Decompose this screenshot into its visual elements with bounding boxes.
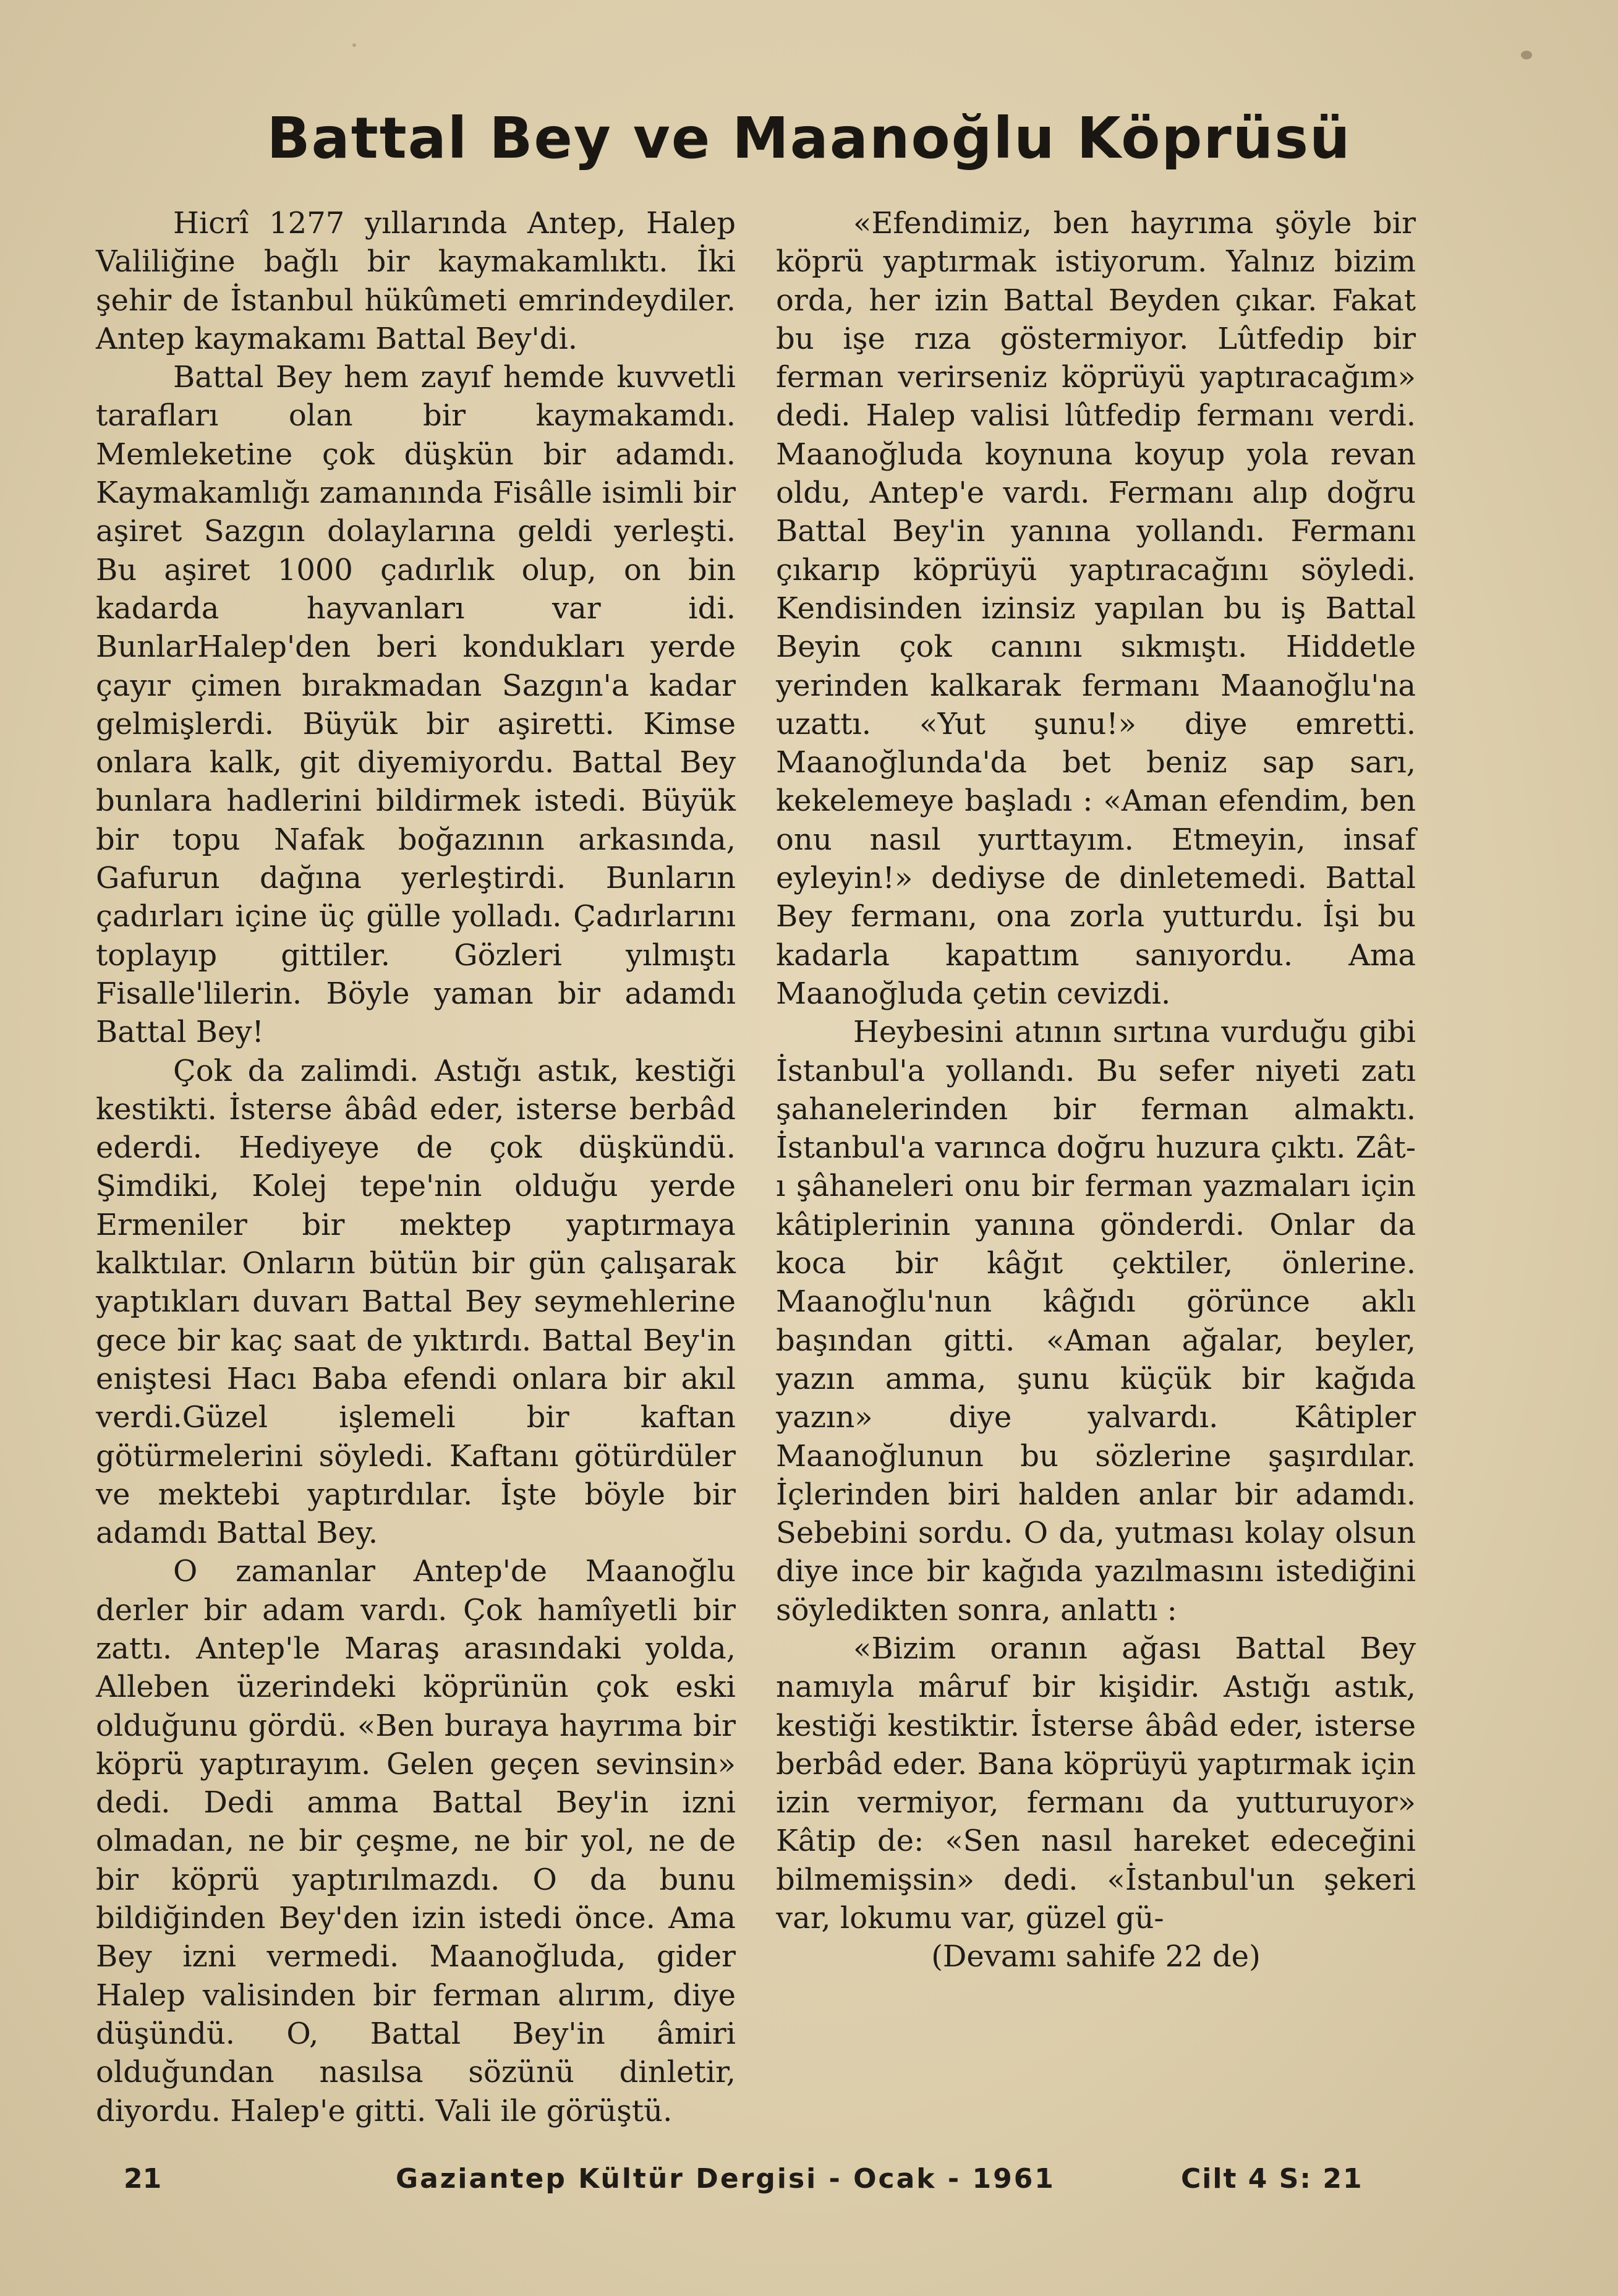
journal-name: Gaziantep Kültür Dergisi - Ocak - 1961 [396, 2163, 1055, 2195]
continuation-note: (Devamı sahife 22 de) [931, 1939, 1261, 1974]
page-number: 21 [124, 2163, 162, 2195]
paragraph: «Efendimiz, ben hayrıma şöyle bir köprü yaptırmak istiyorum. Yalnız bizim orda, her izin Battal Beyden çıkar. Fakat bu işe rıza göstermiyor. Lûtfedip bir ferman verirseniz köprüyü yaptıracağım» dedi. Halep valisi lûtfedip fermanı verdi. Maanoğluda koynuna koyup yola revan oldu, Antep'e vardı. Fermanı alıp doğru Battal Bey'in yanına yollandı. Fermanı çıkarıp köprüyü yaptıracağını söyledi. Kendisinden izinsiz yapılan bu iş Battal Beyin çok canını sıkmıştı. Hiddetle yerinden kalkarak fermanı Maanoğlu'na uzattı. «Yut şunu!» diye emretti. Maanoğlunda'da bet beniz sap sarı, kekelemeye başladı : «Aman efendim, ben onu nasıl yurttayım. Etmeyin, insaf eyleyin!» dediyse de dinletemedi. Battal Bey fermanı, ona zorla yutturdu. İşi bu kadarla kapattım sanıyordu. Ama Maanoğluda çetin cevizdi. [776, 206, 1416, 1011]
paper-speck [1521, 51, 1532, 59]
paragraph: Battal Bey hem zayıf hemde kuvvetli tarafları olan bir kaymakamdı. Memleketine çok düşkün bir adamdı. Kaymakamlığı zamanında Fisâlle isimli bir aşiret Sazgın dolaylarına geldi yerleşti. Bu aşiret 1000 çadırlık olup, on bin kadarda hayvanları var idi. BunlarHalep'den beri kondukları yerde çayır çimen bırakmadan Sazgın'a kadar gelmişlerdi. Büyük bir aşiretti. Kimse onlara kalk, git diyemiyordu. Battal Bey bunlara hadlerini bildirmek istedi. Büyük bir topu Nafak boğazının arkasında, Gafurun dağına yerleştirdi. Bunların çadırları içine üç gülle yolladı. Çadırlarını toplayıp gittiler. Gözleri yılmıştı Fisalle'lilerin. Böyle yaman bir adamdı Battal Bey! [96, 360, 736, 1050]
paragraph: O zamanlar Antep'de Maanoğlu derler bir adam vardı. Çok hamîyetli bir zattı. Antep'le Maraş arasındaki yolda, Alleben üzerindeki köprünün çok eski olduğunu gördü. «Ben buraya hayrıma bir köprü yaptırayım. Gelen geçen sevinsin» dedi. Dedi amma Battal Bey'in izni olmadan, ne bir çeşme, ne bir yol, ne de bir köprü yaptırılmazdı. O da bunu bildiğinden Bey'den izin istedi önce. Ama Bey izni vermedi. Maanoğluda, gider Halep valisinden bir ferman alırım, diye düşündü. O, Battal Bey'in âmiri olduğundan nasılsa sözünü dinletir, diyordu. Halep'e gitti. Vali ile görüştü. [96, 1554, 736, 2128]
paragraph: Çok da zalimdi. Astığı astık, kestiği kestikti. İsterse âbâd eder, isterse berbâd ederdi. Hediyeye de çok düşkündü. Şimdiki, Kolej tepe'nin olduğu yerde Ermeniler bir mektep yaptırmaya kalktılar. Onların bütün bir gün çalışarak yaptıkları duvarı Battal Bey seymehlerine gece bir kaç saat de yıktırdı. Battal Bey'in eniştesi Hacı Baba efendi onlara bir akıl verdi.Güzel işlemeli bir kaftan götürmelerini söyledi. Kaftanı götürdüler ve mektebi yaptırdılar. İşte böyle bir adamdı Battal Bey. [96, 1053, 736, 1551]
paragraph: «Bizim oranın ağası Battal Bey namıyla mâruf bir kişidir. Astığı astık, kestiği kestiktir. İsterse âbâd eder, isterse berbâd eder. Bana köprüyü yaptırmak için izin vermiyor, fermanı da yutturuyor» Kâtip de: «Sen nasıl hareket edeceğini bilmemişsin» dedi. «İstanbul'un şekeri var, lokumu var, güzel gü- [776, 1631, 1416, 1936]
paper-speck [352, 43, 356, 47]
volume-issue: Cilt 4 S: 21 [1181, 2163, 1363, 2195]
page-footer [0, 2163, 1618, 2200]
left-column [96, 204, 736, 2130]
paragraph: Hicrî 1277 yıllarında Antep, Halep Valiliğine bağlı bir kaymakamlıktı. İki şehir de İstanbul hükûmeti emrindeydiler. Antep kaymakamı Battal Bey'di. [96, 206, 736, 356]
paragraph: Heybesini atının sırtına vurduğu gibi İstanbul'a yollandı. Bu sefer niyeti zatı şahanelerinden bir ferman almaktı. İstanbul'a varınca doğru huzura çıktı. Zât-ı şâhaneleri onu bir ferman yazmaları için kâtiplerinin yanına gönderdi. Onlar da koca bir kâğıt çektiler, önlerine. Maanoğlu'nun kâğıdı görünce aklı başından gitti. «Aman ağalar, beyler, yazın amma, şunu küçük bir kağıda yazın» diye yalvardı. Kâtipler Maanoğlunun bu sözlerine şaşırdılar. İçlerinden biri halden anlar bir adamdı. Sebebini sordu. O da, yutması kolay olsun diye ince bir kağıda yazılmasını istediğini söyledikten sonra, anlattı : [776, 1015, 1416, 1628]
article-title: Battal Bey ve Maanoğlu Köprüsü [266, 105, 1352, 171]
right-column [776, 204, 1416, 1976]
